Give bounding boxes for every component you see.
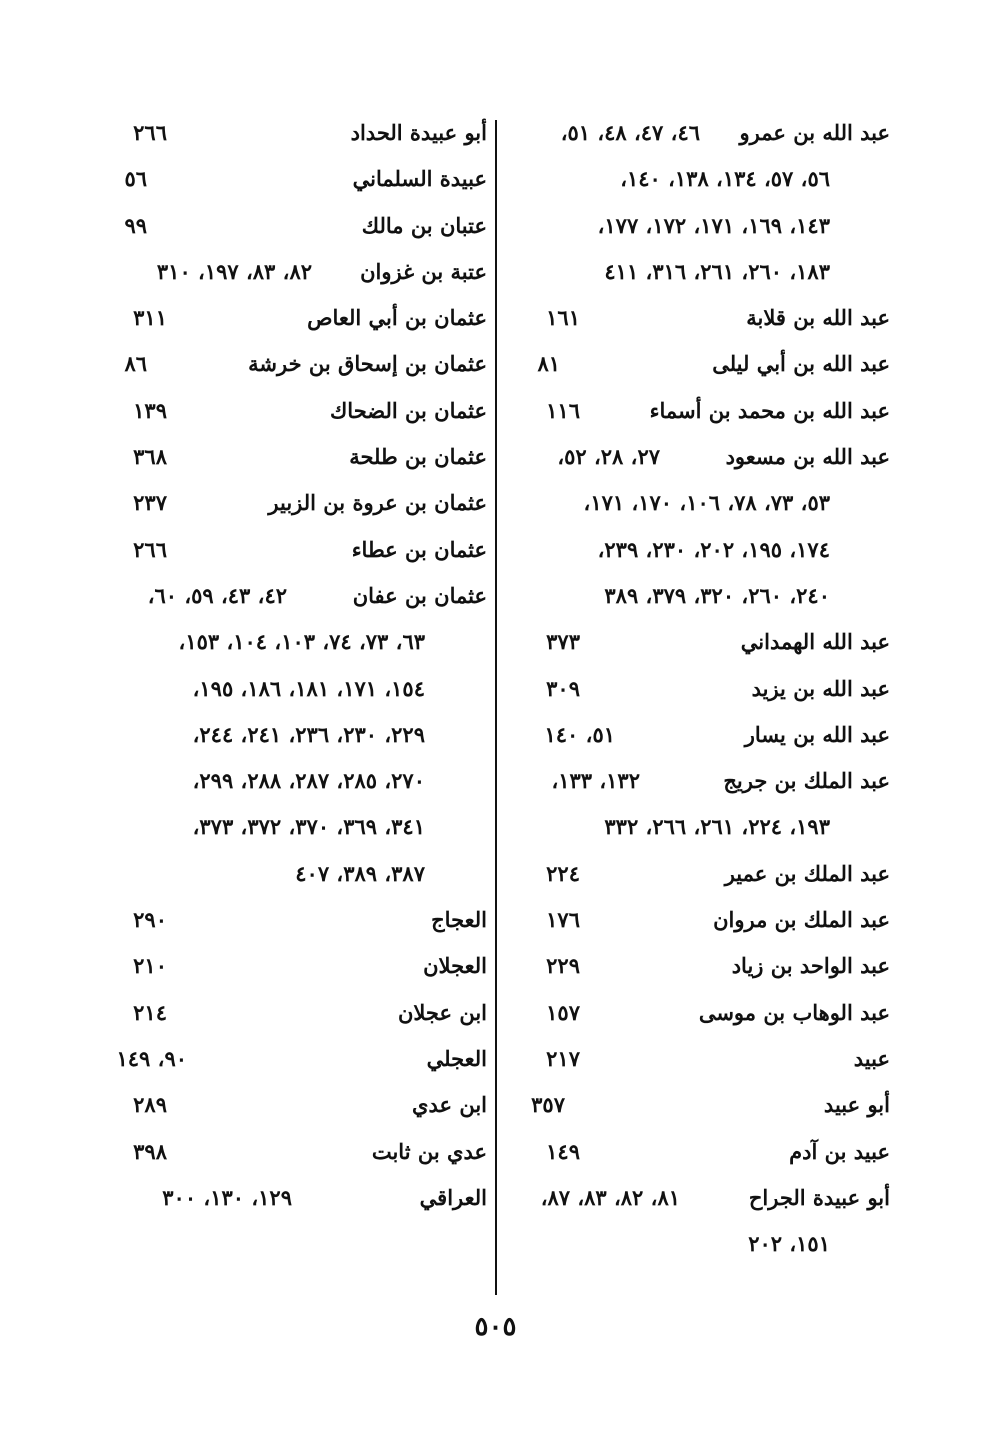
entry-name: عبد الله بن يزيد	[751, 675, 890, 701]
index-entry	[95, 943, 487, 989]
entry-continuation: ١٧٤، ١٩٥، ٢٠٢، ٢٣٠، ٢٣٩،	[597, 536, 830, 562]
entry-name: ابن عدي	[412, 1092, 487, 1118]
entry-page-refs: ٣٠٩	[546, 675, 580, 701]
index-entry	[505, 1175, 890, 1221]
index-entry	[505, 851, 890, 897]
entry-page-refs: ٣٩٨	[133, 1138, 167, 1164]
entry-continuation: ١٤٣، ١٦٩، ١٧١، ١٧٢، ١٧٧،	[597, 212, 830, 238]
entry-name: عبد الله بن مسعود	[725, 444, 890, 470]
index-entry	[95, 1036, 487, 1082]
index-entry	[505, 943, 890, 989]
index-entry	[95, 156, 487, 202]
entry-name: عبد الله بن قلابة	[746, 305, 890, 331]
entry-page-refs: ١٣٢، ١٣٣،	[551, 768, 640, 794]
index-column-right	[505, 110, 890, 1267]
entry-continuation: ٣٨٧، ٣٨٩، ٤٠٧	[295, 860, 425, 886]
entry-page-refs: ٨٦	[124, 351, 147, 377]
index-entry	[95, 573, 487, 619]
entry-page-refs: ٤٢، ٤٣، ٥٩، ٦٠،	[147, 582, 287, 608]
entry-continuation: ٢٢٩، ٢٣٠، ٢٣٦، ٢٤١، ٢٤٤،	[192, 721, 425, 747]
entry-page-refs: ١٢٩، ١٣٠، ٣٠٠	[162, 1184, 292, 1210]
entry-name: أبو عبيد	[823, 1092, 890, 1118]
index-entry	[95, 434, 487, 480]
entry-name: ابن عجلان	[397, 999, 487, 1025]
entry-continuation: ٢٤٠، ٢٦٠، ٣٢٠، ٣٧٩، ٣٨٩	[604, 582, 830, 608]
entry-page-refs: ١٧٦	[546, 907, 580, 933]
entry-page-refs: ٣١١	[133, 305, 167, 331]
entry-continuation: ١٥١، ٢٠٢	[748, 1231, 830, 1257]
entry-continuation: ٦٣، ٧٣، ٧٤، ١٠٣، ١٠٤، ١٥٣،	[178, 629, 425, 655]
entry-name: عتبان بن مالك	[361, 212, 487, 238]
index-entry	[505, 712, 890, 758]
index-entry	[95, 527, 487, 573]
entry-name: العراقي	[419, 1184, 487, 1210]
entry-name: العجلان	[423, 953, 487, 979]
entry-page-refs: ٢٣٧	[133, 490, 167, 516]
index-entry	[505, 110, 890, 156]
entry-page-refs: ٩٠، ١٤٩	[116, 1045, 187, 1071]
entry-page-refs: ٢٨٩	[133, 1092, 167, 1118]
entry-name: عثمان بن عطاء	[351, 536, 487, 562]
entry-page-refs: ١٣٩	[133, 397, 167, 423]
index-entry	[95, 203, 487, 249]
entry-name: عثمان بن أبي العاص	[307, 305, 487, 331]
entry-page-refs: ٢٩٠	[133, 907, 167, 933]
index-entry	[505, 388, 890, 434]
index-entry	[95, 1129, 487, 1175]
entry-name: عبد الله بن عمرو	[739, 120, 890, 145]
entry-continuation: ٥٣، ٧٣، ٧٨، ١٠٦، ١٧٠، ١٧١،	[583, 490, 830, 516]
index-entry	[505, 897, 890, 943]
index-entry	[505, 619, 890, 665]
entry-name: عبد الواحد بن زياد	[731, 953, 890, 979]
index-entry	[95, 295, 487, 341]
index-entry	[95, 341, 487, 387]
index-entry	[505, 341, 890, 387]
index-entry	[95, 897, 487, 943]
entry-name: عثمان بن الضحاك	[330, 397, 487, 423]
entry-continuation: ٥٦، ٥٧، ١٣٤، ١٣٨، ١٤٠،	[620, 166, 830, 192]
entry-page-refs: ٣٧٣	[546, 629, 580, 655]
entry-page-refs: ٢١٧	[546, 1045, 580, 1071]
entry-page-refs: ٥١، ١٤٠	[544, 721, 615, 747]
index-entry	[505, 666, 890, 712]
entry-page-refs: ١٤٩	[546, 1138, 580, 1164]
entry-name: عبد الملك بن جريج	[723, 768, 890, 794]
index-entry	[505, 434, 890, 480]
entry-name: عبد الملك بن عمير	[724, 860, 890, 886]
column-divider	[495, 120, 497, 1295]
entry-page-refs: ٣٥٧	[531, 1092, 565, 1118]
entry-name: عبد الله الهمداني	[740, 629, 890, 655]
entry-page-refs: ١١٦	[546, 397, 580, 423]
index-entry	[95, 1082, 487, 1128]
entry-name: عبد الوهاب بن موسى	[698, 999, 890, 1025]
index-entry	[95, 990, 487, 1036]
entry-continuation: ١٥٤، ١٧١، ١٨١، ١٨٦، ١٩٥،	[192, 675, 425, 701]
entry-name: عثمان بن طلحة	[349, 444, 487, 470]
entry-name: عبد الله بن محمد بن أسماء	[649, 397, 890, 423]
entry-page-refs: ٥٦	[124, 166, 147, 192]
index-entry	[95, 1175, 487, 1221]
entry-page-refs: ٨١	[537, 351, 560, 377]
entry-page-refs: ٣٦٨	[133, 444, 167, 470]
entry-name: عثمان بن عفان	[352, 582, 487, 608]
entry-continuation: ٢٧٠، ٢٨٥، ٢٨٧، ٢٨٨، ٢٩٩،	[192, 768, 425, 794]
entry-name: عتبة بن غزوان	[360, 258, 487, 284]
entry-page-refs: ٢٧، ٢٨، ٥٢،	[557, 444, 660, 470]
entry-name: عبد الله بن أبي ليلى	[712, 351, 890, 377]
entry-name: عبد الملك بن مروان	[713, 907, 890, 933]
index-entry	[505, 990, 890, 1036]
entry-name: عثمان بن إسحاق بن خرشة	[248, 351, 487, 377]
entry-page-refs: ٩٩	[124, 212, 147, 238]
entry-page-refs: ٨١، ٨٢، ٨٣، ٨٧،	[540, 1184, 680, 1210]
index-entry	[505, 295, 890, 341]
entry-page-refs: ٨٢، ٨٣، ١٩٧، ٣١٠	[156, 258, 312, 284]
entry-continuation: ٣٤١، ٣٦٩، ٣٧٠، ٣٧٢، ٣٧٣،	[192, 814, 425, 840]
entry-page-refs: ٢١٠	[133, 953, 167, 979]
entry-page-refs: ١٦١	[546, 305, 580, 331]
page-number: ٥٠٥	[474, 1312, 517, 1342]
index-entry	[95, 388, 487, 434]
entry-name: عبيد	[853, 1045, 890, 1071]
entry-name: عبيد بن آدم	[789, 1138, 890, 1164]
entry-name: عبيدة السلماني	[352, 166, 487, 192]
entry-name: عبد الله بن يسار	[744, 721, 890, 747]
index-entry	[95, 480, 487, 526]
index-entry	[505, 1082, 890, 1128]
entry-page-refs: ٢٢٩	[546, 953, 580, 979]
entry-name: عدي بن ثابت	[371, 1138, 487, 1164]
entry-page-refs: ٢٦٦	[133, 120, 167, 145]
entry-continuation: ١٨٣، ٢٦٠، ٢٦١، ٣١٦، ٤١١	[604, 258, 830, 284]
entry-name: أبو عبيدة الجراح	[748, 1184, 890, 1210]
entry-page-refs: ٢٢٤	[546, 860, 580, 886]
index-entry	[95, 110, 487, 156]
index-entry	[505, 1129, 890, 1175]
index-entry	[95, 249, 487, 295]
entry-continuation: ١٩٣، ٢٢٤، ٢٦١، ٢٦٦، ٣٣٢	[604, 814, 830, 840]
index-entry	[505, 758, 890, 804]
entry-page-refs: ١٥٧	[546, 999, 580, 1025]
index-column-left	[95, 110, 487, 1221]
index-entry	[505, 1036, 890, 1082]
entry-name: العجلي	[426, 1045, 487, 1071]
entry-page-refs: ٤٦، ٤٧، ٤٨، ٥١،	[560, 120, 700, 145]
entry-page-refs: ٢١٤	[133, 999, 167, 1025]
entry-name: العجاج	[431, 907, 487, 933]
entry-page-refs: ٢٦٦	[133, 536, 167, 562]
entry-name: عثمان بن عروة بن الزبير	[268, 490, 487, 516]
entry-name: أبو عبيدة الحداد	[350, 120, 487, 145]
